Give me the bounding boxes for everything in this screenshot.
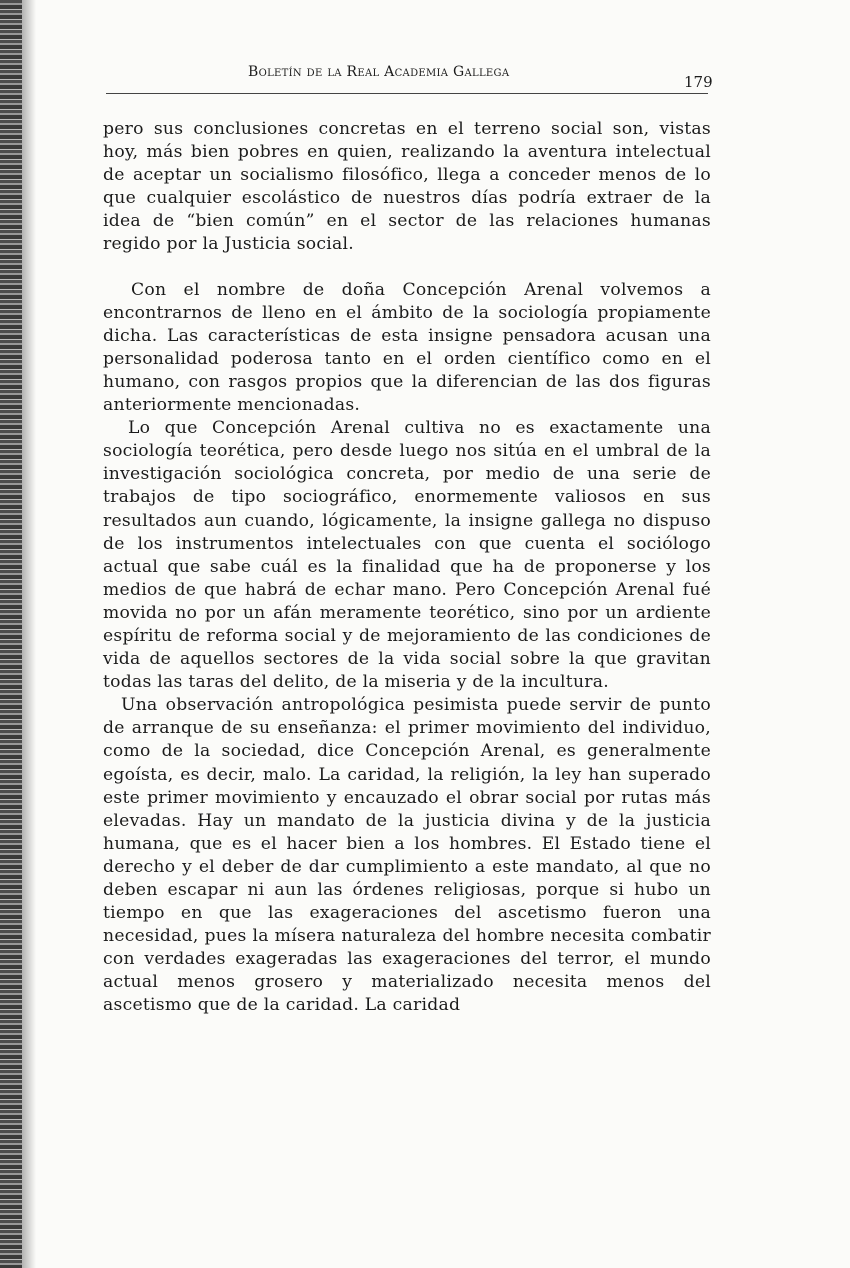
body-text [103, 118, 711, 1018]
paragraph: Con el nombre de doña Concepción Arenal volvemos a encontrarnos de lleno en el ámbito de la sociología propiamente dicha. Las características de esta insigne pensadora acusan una personalidad poderosa tanto en el orden científico como en el humano, con rasgos propios que la diferencian de las dos figuras anteriormente mencionadas. [103, 279, 711, 416]
page-binding-shadow [22, 0, 36, 1268]
paragraph: Una observación antropológica pesimista puede servir de punto de arranque de su enseñanza: el primer movimiento del individuo, como de la sociedad, dice Concepción Arenal, es generalmente egoísta, es decir, malo. La caridad, la religión, la ley han superado este primer movimiento y encauzado el obrar social por rutas más elevadas. Hay un mandato de la justicia divina y de la justicia humana, que es el hacer bien a los hombres. El Estado tiene el derecho y el deber de dar cumplimiento a este mandato, al que no deben escapar ni aun las órdenes religiosas, porque si hubo un tiempo en que las exageraciones del ascetismo fueron una necesidad, pues la mísera naturaleza del hombre necesita combatir con verdades exageradas las exageraciones del terror, el mundo actual menos grosero y materializado necesita menos del ascetismo que de la caridad. La caridad [103, 695, 711, 1016]
paragraph: Lo que Concepción Arenal cultiva no es exactamente una sociología teorética, pero desde luego nos sitúa en el umbral de la investigación sociológica concreta, por medio de una serie de trabajos de tipo sociográfico, enormemente valiosos en sus resultados aun cuando, lógicamente, la insigne gallega no dispuso de los instrumentos intelectuales con que cuenta el sociólogo actual que sabe cuál es la finalidad que ha de proponerse y los medios de que habrá de echar mano. Pero Concepción Arenal fué movida no por un afán meramente teorético, sino por un ardiente espíritu de reforma social y de mejoramiento de las condiciones de vida de aquellos sectores de la vida social sobre la que gravitan todas las taras del delito, de la miseria y de la incultura. [103, 418, 711, 693]
page-number: 179 [684, 73, 713, 91]
page-binding-edge [0, 0, 22, 1268]
paragraph: pero sus conclusiones concretas en el terreno social son, vistas hoy, más bien pobres en quien, realizando la aventura intelectual de aceptar un socialismo filosófico, llega a conceder menos de lo que cualquier escolástico de nuestros días podría extraer de la idea de “bien común” en el sector de las relaciones humanas regido por la Justicia social. [103, 119, 711, 255]
header-rule [106, 93, 708, 94]
running-head-title: Boletín de la Real Academia Gallega [248, 64, 510, 80]
